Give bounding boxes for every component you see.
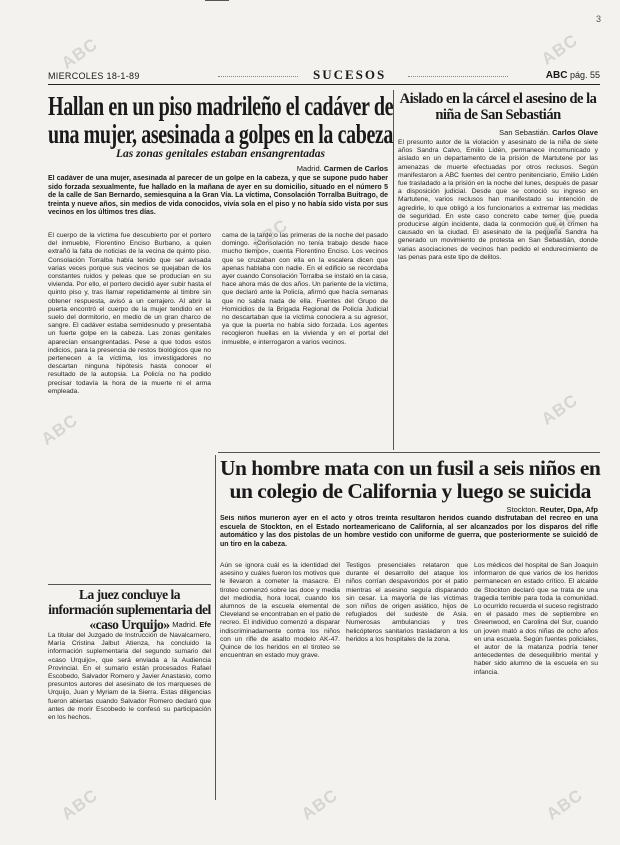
headline-line: un colegio de California y luego se suicida bbox=[229, 478, 591, 503]
byline-city: San Sebastián. bbox=[499, 128, 551, 137]
california-headline bbox=[220, 457, 600, 502]
side-headline: Aislado en la cárcel el asesino de la niña de San Sebastián bbox=[399, 91, 597, 123]
byline-author: Carlos Olave bbox=[552, 128, 598, 137]
california-byline bbox=[220, 505, 598, 514]
watermark: ABC bbox=[537, 390, 582, 429]
page-header bbox=[48, 67, 600, 85]
main-subhead: Las zonas genitales estaban ensangrentadas bbox=[116, 148, 325, 160]
watermark: ABC bbox=[297, 785, 342, 824]
main-lead: El cadáver de una mujer, asesinada al parecer de un golpe en la cabeza, y que se supone pudo haber sido forzada sexualmente, fue hallado en la mañana de ayer en su domicilio, situado en el número 5 de la calle de San Bernardo, semiesquina a la Gran Vía. La víctima, Consolación Torralba Buitrago, de treinta y nueve años, sin medios de vida conocidos, vivía sola en el piso y no había sido vista por sus vecinos en los últimos tres días. bbox=[48, 175, 388, 216]
byline-author: Carmen de Carlos bbox=[323, 164, 388, 173]
main-byline bbox=[48, 164, 388, 173]
page-number bbox=[546, 70, 600, 81]
byline-author: Efe bbox=[199, 620, 211, 629]
california-column-1: Aún se ignora cuál es la identidad del asesino y cuáles fueron los motivos que le llevaron a cometer la masacre. El tiroteo comenzó sobre las doce y media del mediodía, hora local, cuando los alumnos de la escuela elemental de Cleveland se encontraban en el patio de recreo. El individuo comenzó a disparar indiscriminadamente contra los niños con un rifle de asalto modelo AK-47. Quince de los heridos en el tiroteo se encuentran en estado muy grave. bbox=[220, 562, 340, 660]
column-rule bbox=[215, 455, 216, 800]
margin-annotation: 3 bbox=[596, 14, 602, 24]
watermark: ABC bbox=[542, 785, 587, 824]
issue-date: MIERCOLES 18-1-89 bbox=[48, 71, 140, 81]
dotted-rule bbox=[218, 76, 298, 77]
judge-body: La titular del Juzgado de Instrucción de Navalcarnero, María Cristina Jalbut Atienza, ha concluido la información suplementaria del segundo sumario del «caso Urquijo», que será enviada a la Audiencia Provincial. En el sumario están procesados Rafael Escobedo, Salvador Romero y Javier Anastasio, como presuntos autores del asesinato de los marqueses de Urquijo, Juan y Myriam de la Sierra. Estas diligencias fueron abiertas cuando Salvador Romero declaró que antes de morir Escobedo le confesó su participación en los hechos. bbox=[48, 632, 211, 722]
section-title: SUCESOS bbox=[313, 67, 387, 82]
dotted-rule bbox=[408, 76, 508, 77]
main-column-2: cama de la tarde o las primeras de la noche del pasado domingo. «Consolación no tenía trabajo desde hace mucho tiempo», cuenta Florentino Enciso. Los vecinos que se cruzaban con ella en la escalera dicen que apenas hablaba con nadie. En el edificio se recordaba ayer cuando Consolación Torralba se instaló en la casa, hace ahora más de dos años. Un pariente de la víctima, que declaró ante la Policía, afirmó que hacía semanas que no sabía nada de ella. Fuentes del Grupo de Homicidios de la Brigada Regional de Policía Judicial no descartaban que la víctima conociera a su agresor, ya que la puerta no había sido forzada. Los agentes recogieron huellas en la vivienda y en el portal del inmueble, e interrogaron a varios vecinos. bbox=[222, 232, 388, 346]
judge-headline: La juez concluye la información suplementaria del «caso Urquijo» bbox=[48, 587, 211, 632]
byline-city: Madrid. bbox=[296, 164, 322, 173]
california-lead: Seis niños murieron ayer en el acto y otros treinta resultaron heridos cuando disfrutaban del recreo en una escuela de Stockton, en el Estado norteamericano de California, al ser alcanzados por los disparos del rifle automático y las dos pistolas de un hombre vestido con uniforme de guerra, que posteriormente se suicidó de un tiro en la cabeza. bbox=[220, 515, 598, 548]
pen-mark bbox=[205, 0, 229, 7]
section-divider bbox=[48, 584, 211, 585]
watermark: ABC bbox=[537, 205, 582, 244]
byline-city: Stockton. bbox=[506, 505, 538, 514]
column-rule bbox=[393, 90, 394, 450]
headline-line: Hallan en un piso madrileño el cadáver de bbox=[48, 91, 394, 121]
california-column-2: Testigos presenciales relataron que durante el desarrollo del ataque los niños corrían despavoridos por el patio mientras el asesino seguía disparando sin cesar. La mayoría de las víctimas son niños de origen asiático, hijos de refugiados del sudeste de Asia. Numerosas ambulancias y tres helicópteros sanitarios trasladaron a los heridos a los hospitales de la zona. bbox=[346, 562, 468, 643]
page-label: pág. 55 bbox=[569, 70, 600, 80]
byline-city: Madrid. bbox=[172, 620, 198, 629]
judge-byline bbox=[48, 620, 211, 629]
headline-line: una mujer, asesinada a golpes en la cabeza bbox=[48, 119, 394, 150]
watermark: ABC bbox=[247, 215, 292, 254]
side-byline bbox=[398, 128, 598, 137]
watermark: ABC bbox=[37, 410, 82, 449]
side-body: El presunto autor de la violación y asesinato de la niña de siete años Sandra Calvo, Emilio Lidén, permanece incomunicado y aislado en un departamento de la prisión de Martutene por las amenazas de muerte efectuadas por otros reclusos. Según manifestaron a ABC fuentes del centro penitenciario, Emilio Lidén fue trasladado a la prisión en la noche del lunes, después de pasar a disposición judicial. Desde que se conoció su ingreso en Martutene, varios reclusos han manifestado su intención de agredirle, lo que obligó a los funcionarios a extremar las medidas de seguridad. En este caso concreto cabe temer que pueda producirse algún incidente, dada la conmoción que el crimen ha causado en la ciudad. El asesinato de la pequeña Sandra ha generado un movimiento de protesta en San Sebastián, donde varias asociaciones de vecinos han pedido el endurecimiento de las penas para este tipo de delitos. bbox=[398, 139, 598, 261]
california-column-3: Los médicos del hospital de San Joaquín informaron de que varios de los heridos permanecen en estado crítico. El alcalde de Stockton declaró que se trata de una tragedia terrible para toda la comunidad. Lo ocurrido recuerda el suceso registrado en el pasado mes de septiembre en Greenwood, en Carolina del Sur, cuando un joven mató a dos niñas de ocho años en una escuela. Según fuentes policiales, el autor de la matanza podría tener antecedentes de desequilibrio mental y haber sido alumno de la escuela en su infancia. bbox=[474, 562, 598, 676]
watermark: ABC bbox=[57, 785, 102, 824]
section-divider bbox=[218, 452, 600, 453]
masthead-logo: ABC bbox=[545, 70, 568, 81]
watermark: ABC bbox=[537, 30, 582, 69]
main-column-1: El cuerpo de la víctima fue descubierto por el portero del inmueble, Florentino Enciso Burbano, a quien extrañó la falta de noticias de la vecina de quinto piso. Consolación Torralba había tenido que ser avisada varias veces porque sus vecinos se quejaban de los constantes ruidos y peleas que se producían en su vivienda. Por ello, el portero decidió ayer subir hasta el quinto piso y, tras llamar repetidamente al timbre sin obtener respuesta, avisó a un cerrajero. Al abrir la puerta encontró el cuerpo de la mujer tendido en el suelo del dormitorio, en medio de un gran charco de sangre. El cadáver estaba semidesnudo y presentaba un fuerte golpe en la cabeza. Las zonas genitales aparecían ensangrentadas. Pese a que todos estos indicios, para la presencia de restos biológicos que no pertenecen a la víctima, los investigadores no descartan ninguna hipótesis hasta conocer el resultado de la autopsia. La Policía no ha podido precisar todavía la hora de la muerte ni el arma empleada. bbox=[48, 232, 211, 395]
byline-author: Reuter, Dpa, Afp bbox=[539, 505, 598, 514]
main-headline bbox=[48, 92, 393, 149]
watermark: ABC bbox=[57, 34, 102, 73]
headline-line: Un hombre mata con un fusil a seis niños en bbox=[220, 456, 601, 480]
